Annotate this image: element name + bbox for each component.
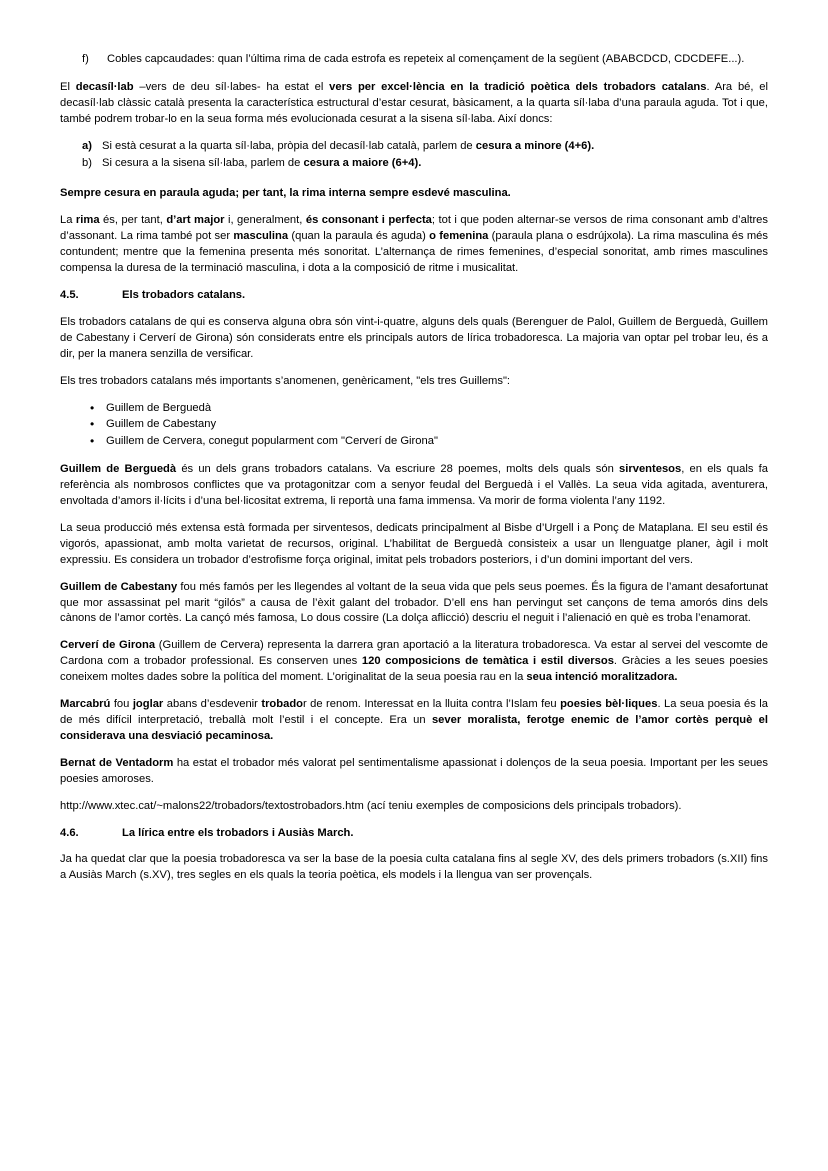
external-link[interactable]: http://www.xtec.cat/~malons22/trobadors/textostrobadors.htm (60, 799, 364, 812)
paragraph-cesura-rule: Sempre cesura en paraula aguda; per tant, la rima interna sempre esdevé masculina. (60, 187, 511, 200)
bullet-icon: • (90, 417, 95, 432)
list-item-text (102, 156, 768, 172)
text-bold: sever moralista, ferotge enemic de l’amor cortès perquè el considerava una desviació pecaminosa. (60, 714, 768, 742)
heading-4-5 (60, 288, 768, 304)
text-run: (ací teniu exemples de composicions dels principals trobadors). (363, 799, 682, 812)
text-run: El (60, 80, 76, 93)
text-bold: Cerverí de Girona (60, 639, 156, 652)
text-bold: seua intenció moralitzadora. (526, 671, 678, 684)
text-bold: d’art major (166, 214, 225, 227)
text-bold: vers per excel·lència en la tradició poètica dels trobadors catalans (329, 80, 707, 93)
text-run: (Guillem de Cervera) representa la darrera gran aportació a la literatura trobadoresca. Va estar al servei del vescomte de Cardona com a trobador professional. Es conserven unes (60, 639, 768, 668)
text-bold: poesies bèl·liques (560, 698, 658, 711)
text-run: és, per tant, (99, 214, 167, 227)
text-bold: Bernat de Ventadorm (60, 756, 174, 769)
paragraph-tres-guillems: Els tres trobadors catalans més importants s’anomenen, genèricament, "els tres Guillems": (60, 374, 511, 387)
list-marker: a) (82, 139, 92, 152)
list-item (60, 434, 768, 450)
paragraph-cerveri (60, 638, 768, 686)
text-run: Si està cesurat a la quarta síl·laba, pròpia del decasíl·lab català, parlem de (102, 139, 476, 152)
list-item-text (102, 139, 768, 155)
document-body (60, 52, 768, 884)
text-run: i, generalment, (224, 214, 306, 227)
text-run: . Gràcies a les seues poesies coneixem moltes dades sobre la política del moment. L’originalitat de la seua poesia rau en la (60, 655, 768, 684)
text-bold: cesura a maiore (6+4). (303, 156, 422, 169)
list-item-text: Guillem de Cabestany (106, 418, 217, 431)
text-run: , en els quals fa referència als nombrosos conflictes que va protagonitzar com a senyor feudal del Berguedà i el Vallès. La seua vida agitada, aventurera, envoltada d’amors il·lícits i d’una bel·licositat extrema, li reportà una fama immensa. Va morir de forma violenta l’any 1192. (60, 463, 768, 508)
text-run: –vers de deu síl·labes- ha estat el (133, 80, 330, 93)
text-run: ; tot i que poden alternar-se versos de rima consonant amb d’altres d’assonant. La rima també pot ser (60, 214, 768, 243)
text-bold: decasíl·lab (75, 80, 134, 93)
paragraph-decasillab (60, 80, 768, 128)
bullet-icon: • (90, 434, 95, 449)
text-run: és un dels grans trobadors catalans. Va escriure 28 poemes, molts dels quals són (176, 463, 620, 476)
list-cesura (60, 139, 768, 172)
paragraph-final: Ja ha quedat clar que la poesia trobadoresca va ser la base de la poesia culta catalana fins al segle XV, des dels primers trobadors (s.XII) fins a Ausiàs March (s.XV), tres segles en els quals la teoria poètica, els models i la llengua van ser provençals. (60, 853, 768, 882)
list-item-text: Guillem de Cervera, conegut popularment com "Cerverí de Girona" (106, 435, 438, 448)
list-item (60, 156, 768, 172)
text-run: abans d’esdevenir (163, 698, 262, 711)
text-bold: 120 composicions de temàtica i estil diversos (361, 655, 614, 668)
list-item-text: Guillem de Berguedà (106, 401, 212, 414)
heading-text: La lírica entre els trobadors i Ausiàs March. (122, 826, 354, 839)
list-item (60, 401, 768, 417)
text-run: (quan la paraula és aguda) (288, 230, 430, 243)
text-bold: joglar (132, 698, 164, 711)
paragraph-cabestany (60, 580, 768, 628)
text-run: r de renom. Interessat en la lluita contra l’Islam feu (302, 698, 561, 711)
text-run: . La seua poesia és la de més difícil interpretació, treballà molt l’estil i el concepte. Era un (60, 698, 768, 726)
text-bold: Guillem de Cabestany (60, 580, 178, 593)
paragraph-marcabru (60, 697, 768, 745)
list-item-text: Cobles capcaudades: quan l’última rima de cada estrofa es repeteix al començament de la següent (ABABCDCD, CDCDEFE...). (107, 53, 745, 65)
text-bold: és consonant i perfecta (305, 214, 432, 227)
text-bold: cesura a minore (4+6). (475, 139, 595, 152)
text-bold: Guillem de Berguedà (60, 463, 177, 476)
text-run: Si cesura a la sisena síl·laba, parlem de (102, 156, 304, 169)
bullet-icon: • (90, 400, 95, 415)
text-run: fou (110, 698, 133, 711)
text-bold: masculina (233, 230, 289, 243)
text-bold: Marcabrú (60, 698, 111, 711)
list-cobles (60, 52, 768, 68)
heading-number: 4.5. (60, 288, 79, 301)
heading-number: 4.6. (60, 826, 79, 839)
heading-4-6 (60, 826, 768, 842)
paragraph-ventadorm (60, 756, 768, 788)
text-run: ha estat el trobador més valorat pel sentimentalisme apassionat i dolenços de la seua poesia. Important per les seues poesies amoroses. (60, 756, 768, 785)
list-item (60, 52, 768, 68)
paragraph-rima (60, 213, 768, 277)
paragraph-produccio: La seua producció més extensa està formada per sirventesos, dedicats principalment al Bisbe d’Urgell i a Ponç de Mataplana. El seu estil és vigorós, apassionat, amb molta varietat de recursos, original. L’habilitat de Berguedà consisteix a usar un llenguatge planer, àgil i molt expressiu. Es considera un trobador d’estrofisme força original, imitat pels trobadors posteriors, i d’un domini important del vers. (60, 521, 768, 566)
text-run: (paraula plana o esdrújxola). La rima masculina és més contundent; mentre que la femenina presenta més sonoritat. L’alternança de rimes femenines, d’especial sonoritat, amb rimes masculines compensa la duresa de la terminació masculina, i dota a la composició de ritme i musicalitat. (60, 230, 768, 275)
list-marker: f) (82, 53, 89, 65)
paragraph-url (60, 799, 768, 815)
text-bold: trobado (261, 698, 303, 711)
text-bold: o femenina (429, 230, 489, 243)
list-item (60, 139, 768, 155)
list-marker: b) (82, 156, 92, 169)
text-bold: rima (75, 214, 100, 227)
text-bold: sirventesos (619, 463, 682, 476)
text-run: La (60, 214, 76, 227)
heading-text: Els trobadors catalans. (122, 288, 246, 301)
text-run: . Ara bé, el decasíl·lab clàssic català presenta la característica estructural d’estar cesurat, bàsicament, a la quarta síl·laba d’una paraula aguda. Tot i que, també podrem trobar-lo en la seua forma més evolucionada cesurat a la sisena síl·laba. Així doncs: (60, 80, 768, 125)
list-item (60, 417, 768, 433)
paragraph-trobadors-catalans: Els trobadors catalans de qui es conserva alguna obra són vint-i-quatre, alguns dels quals (Berenguer de Palol, Guillem de Berguedà, Guillem de Cabestany i Cerverí de Girona) són considerats entre els principals autors de lírica trobadoresca. La majoria van optar pel trobar leu, és a dir, per la manera senzilla de versificar. (60, 315, 768, 360)
list-guillems (60, 401, 768, 451)
paragraph-bergueda (60, 462, 768, 510)
text-run: fou més famós per les llegendes al voltant de la seua vida que pels seus poemes. És la figura de l’amant desafortunat que mor assassinat pel marit “gilós” a causa de l’èxit galant del trobador. D’ell ens han pervingut set cançons de tema amorós dins dels cànons de l’amor cortès. La cançó més famosa, Lo dous cossire (La dolça aflicció) descriu el neguit i l’alienació en què es troba l’enamorat. (60, 580, 768, 625)
